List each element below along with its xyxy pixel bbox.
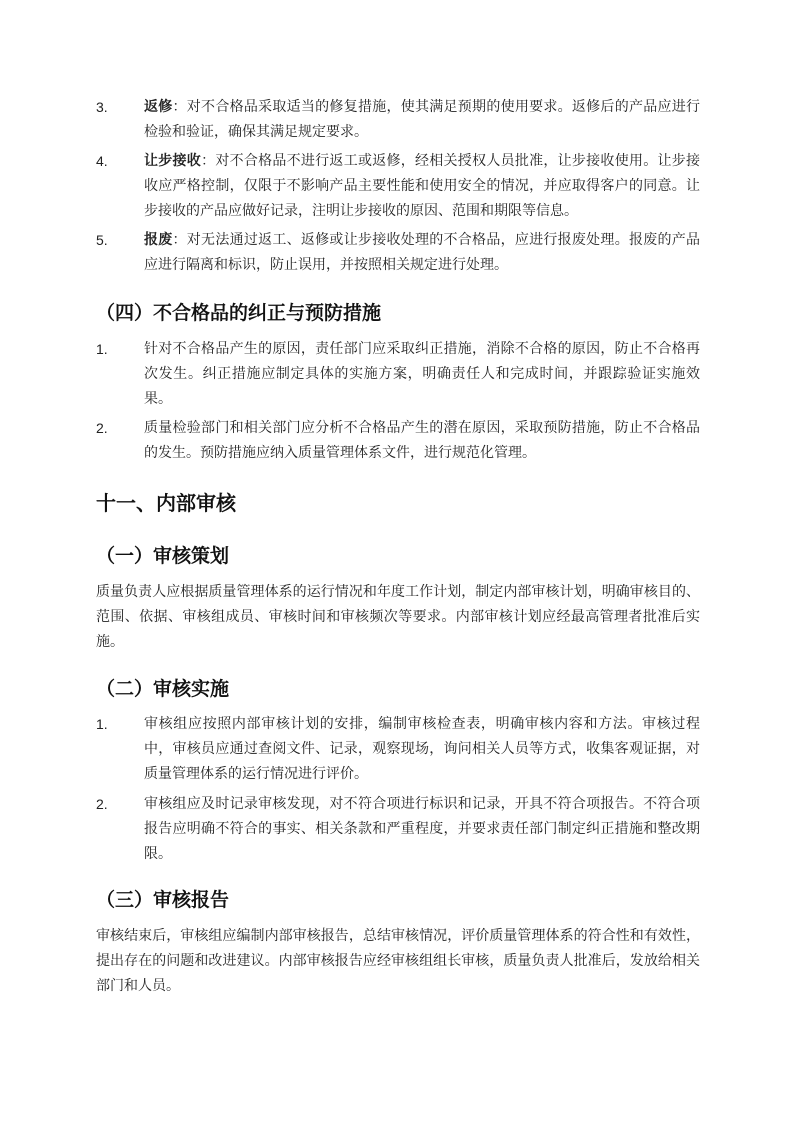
list-item <box>96 712 700 787</box>
list-separator: ： <box>172 232 187 248</box>
list-text <box>144 149 700 224</box>
list-text <box>144 95 700 145</box>
list-text: 审核组应按照内部审核计划的安排，编制审核检查表，明确审核内容和方法。审核过程中，审核员应通过查阅文件、记录，观察现场，询问相关人员等方式，收集客观证据，对质量管理体系的运行情况进行评价。 <box>144 716 700 782</box>
list-number: 4. <box>96 153 108 169</box>
section-heading: （四）不合格品的纠正与预防措施 <box>96 302 382 324</box>
list-number: 2. <box>96 420 108 436</box>
list-item <box>96 95 700 145</box>
list-term: 报废 <box>144 232 173 248</box>
list-number: 5. <box>96 232 108 248</box>
list-number: 3. <box>96 99 108 115</box>
list-text: 针对不合格品产生的原因，责任部门应采取纠正措施，消除不合格的原因，防止不合格再次发生。纠正措施应制定具体的实施方案，明确责任人和完成时间，并跟踪验证实施效果。 <box>144 341 700 407</box>
list-term: 让步接收 <box>144 153 202 169</box>
list-number: 2. <box>96 796 108 812</box>
section-heading: （三）审核报告 <box>96 889 230 911</box>
list-text: 审核组应及时记录审核发现，对不符合项进行标识和记录，开具不符合项报告。不符合项报告应明确不符合的事实、相关条款和严重程度，并要求责任部门制定纠正措施和整改期限。 <box>144 796 700 862</box>
list-text <box>144 228 700 278</box>
list-separator: ： <box>201 153 216 169</box>
list-item <box>96 416 700 466</box>
list-term: 返修 <box>144 99 173 115</box>
list-text: 质量检验部门和相关部门应分析不合格品产生的潜在原因，采取预防措施，防止不合格品的发生。预防措施应纳入质量管理体系文件，进行规范化管理。 <box>144 420 700 461</box>
list-number: 1. <box>96 341 108 357</box>
section-heading: （二）审核实施 <box>96 678 230 700</box>
list-item <box>96 149 700 224</box>
list-separator: ： <box>172 99 187 115</box>
list-body: 对不合格品不进行返工或返修，经相关授权人员批准，让步接收使用。让步接收应严格控制，仅限于不影响产品主要性能和使用安全的情况，并应取得客户的同意。让步接收的产品应做好记录，注明让步接收的原因、范围和期限等信息。 <box>144 153 701 219</box>
list-body: 对不合格品采取适当的修复措施，使其满足预期的使用要求。返修后的产品应进行检验和验证，确保其满足规定要求。 <box>144 99 701 140</box>
list-item <box>96 792 700 867</box>
chapter-heading: 十一、内部审核 <box>96 491 236 515</box>
list-item <box>96 337 700 412</box>
section-heading: （一）审核策划 <box>96 545 230 567</box>
body-paragraph: 质量负责人应根据质量管理体系的运行情况和年度工作计划，制定内部审核计划，明确审核目的、范围、依据、审核组成员、审核时间和审核频次等要求。内部审核计划应经最高管理者批准后实施。 <box>96 584 700 650</box>
list-item <box>96 228 700 278</box>
list-body: 对无法通过返工、返修或让步接收处理的不合格品，应进行报废处理。报废的产品应进行隔离和标识，防止误用，并按照相关规定进行处理。 <box>144 232 701 273</box>
list-number: 1. <box>96 716 108 732</box>
body-paragraph: 审核结束后，审核组应编制内部审核报告，总结审核情况，评价质量管理体系的符合性和有效性，提出存在的问题和改进建议。内部审核报告应经审核组组长审核，质量负责人批准后，发放给相关部门和人员。 <box>96 928 700 994</box>
